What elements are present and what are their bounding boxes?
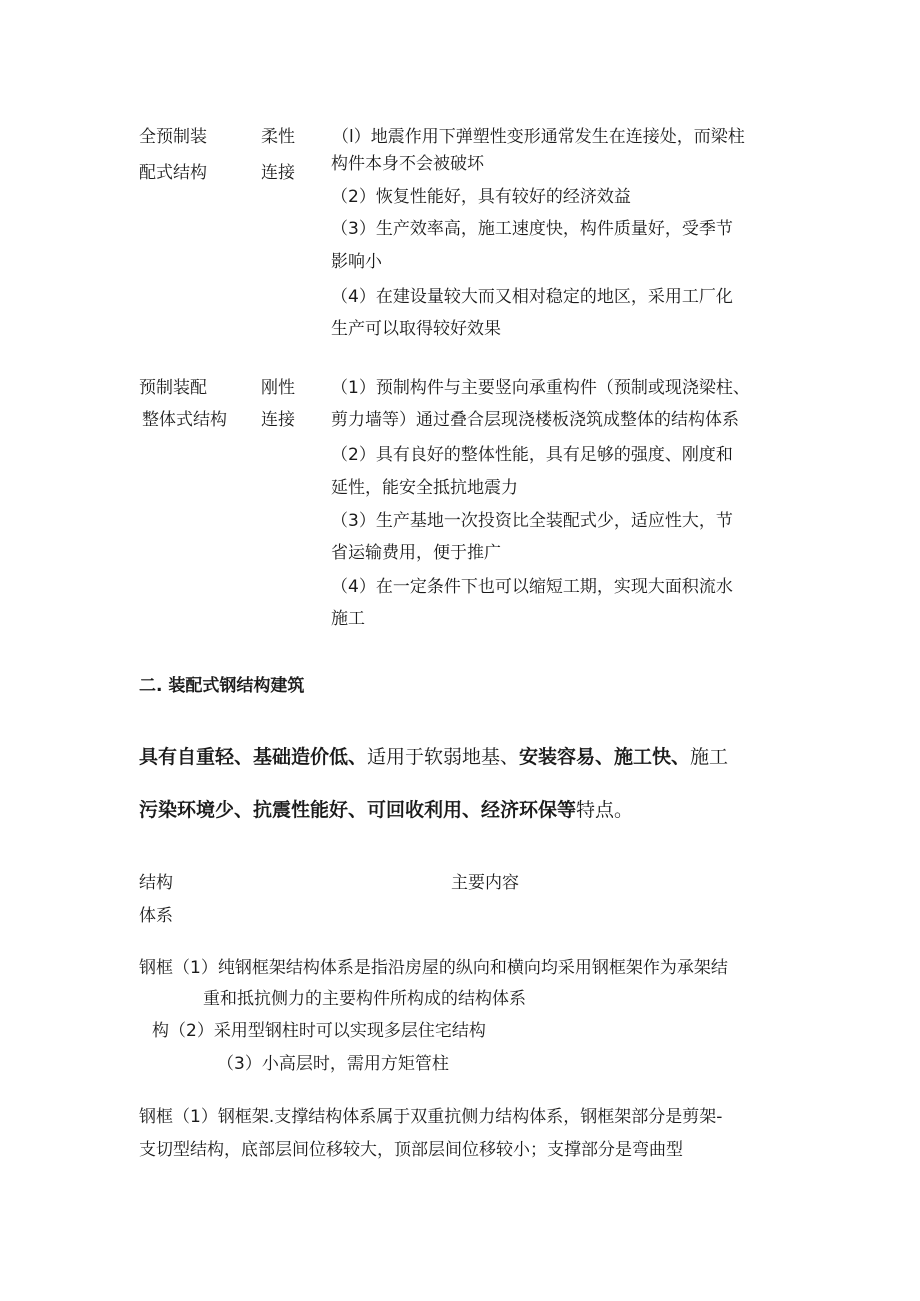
row2-line: 施工 bbox=[331, 609, 365, 629]
intro-bold: 具有自重轻、基础造价低、 bbox=[139, 746, 368, 768]
row1-line: 影响小 bbox=[331, 252, 382, 272]
table2-rowB-lead: 钢框（1）钢框架.支撑结构体系属于双重抗侧力结构体系，钢框架部分是剪架- bbox=[139, 1107, 723, 1127]
row1-type-line2: 配式结构 bbox=[139, 163, 207, 183]
row2-line: 剪力墙等）通过叠合层现浇楼板浇筑成整体的结构体系 bbox=[331, 410, 739, 430]
row2-line: （3）生产基地一次投资比全装配式少，适应性大，节 bbox=[331, 511, 733, 531]
table2-rowA-lead: 钢框（1）纯钢框架结构体系是指沿房屋的纵向和横向均采用钢框架作为承架结 bbox=[139, 958, 728, 978]
row2-line: （2）具有良好的整体性能，具有足够的强度、刚度和 bbox=[331, 445, 733, 465]
intro-bold: 安装容易、施工快、 bbox=[519, 746, 691, 768]
table2-rowA-item3: （3）小高层时，需用方矩管柱 bbox=[217, 1054, 449, 1074]
table2-rowA-item2: 构（2）采用型钢柱时可以实现多层住宅结构 bbox=[152, 1021, 486, 1041]
row2-line: （4）在一定条件下也可以缩短工期，实现大面积流水 bbox=[331, 577, 733, 597]
row1-line: 构件本身不会被破坏 bbox=[331, 154, 484, 174]
table2-rowA-cont: 重和抵抗侧力的主要构件所构成的结构体系 bbox=[203, 989, 526, 1009]
intro-text: 适用于软弱地基、 bbox=[367, 746, 520, 768]
intro-text: 特点。 bbox=[576, 799, 634, 821]
table2-rowB-cont: 支切型结构，底部层间位移较大，顶部层间位移较小；支撑部分是弯曲型 bbox=[139, 1140, 683, 1160]
intro-line-1 bbox=[139, 746, 728, 770]
row1-line: （2）恢复性能好，具有较好的经济效益 bbox=[331, 187, 631, 207]
table2-header-col2: 主要内容 bbox=[451, 873, 519, 893]
row2-line: 省运输费用，便于推广 bbox=[331, 543, 501, 563]
table2-header-col1-line1: 结构 bbox=[139, 873, 173, 893]
row1-line: 生产可以取得较好效果 bbox=[331, 319, 501, 339]
row2-line: 延性，能安全抵抗地震力 bbox=[331, 478, 518, 498]
intro-line-2 bbox=[139, 799, 633, 823]
intro-text: 施工 bbox=[690, 746, 729, 768]
row1-line: （4）在建设量较大而又相对稳定的地区，采用工厂化 bbox=[331, 287, 733, 307]
row2-conn-line1: 刚性 bbox=[261, 378, 295, 398]
row2-line: （1）预制构件与主要竖向承重构件（预制或现浇梁柱、 bbox=[331, 378, 750, 398]
row1-line: （l）地震作用下弹塑性变形通常发生在连接处，而梁柱 bbox=[332, 127, 745, 147]
section-heading: 二. 装配式钢结构建筑 bbox=[139, 676, 305, 696]
row1-conn-line1: 柔性 bbox=[261, 127, 295, 147]
row2-conn-line2: 连接 bbox=[261, 410, 295, 430]
row2-type-line1: 预制装配 bbox=[139, 378, 207, 398]
row1-conn-line2: 连接 bbox=[261, 163, 295, 183]
intro-bold: 污染环境少、抗震性能好、可回收利用、经济环保等 bbox=[139, 799, 577, 821]
row2-type-line2: 整体式结构 bbox=[142, 410, 227, 430]
table2-header-col1-line2: 体系 bbox=[139, 906, 173, 926]
row1-line: （3）生产效率高，施工速度快，构件质量好，受季节 bbox=[331, 219, 733, 239]
row1-type-line1: 全预制装 bbox=[139, 127, 207, 147]
